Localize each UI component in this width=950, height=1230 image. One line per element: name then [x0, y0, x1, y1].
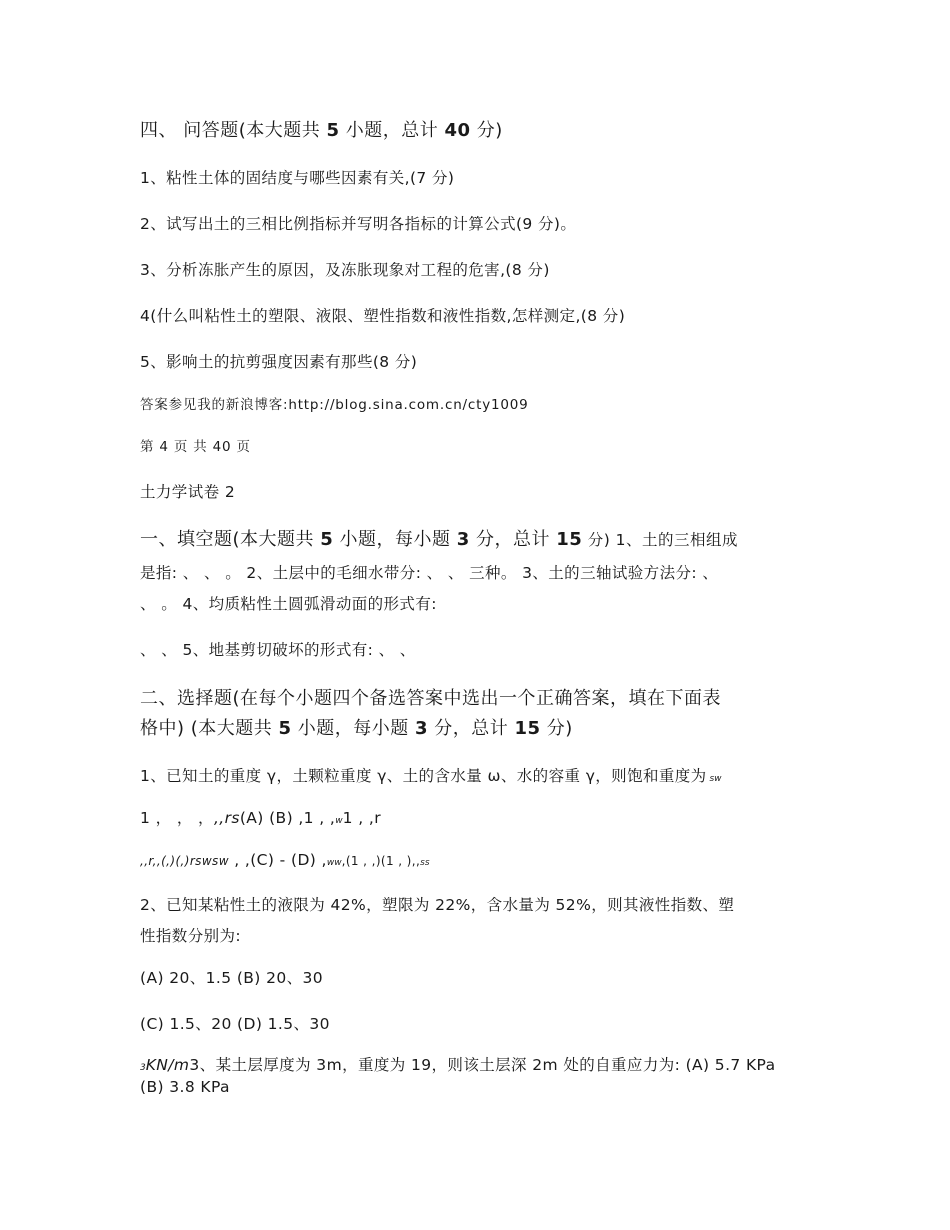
subscript-text: w: [335, 816, 343, 826]
fill-blank-line-4: 、 、 5、地基剪切破坏的形式有: 、 、: [140, 641, 416, 659]
question-text: 1、已知土的重度 γ，土颗粒重度 γ、土的含水量 ω、水的容重 γ，则饱和重度为: [140, 767, 707, 785]
formula-options: (A) (B): [239, 809, 294, 827]
heading-text: 小题，每小题: [333, 529, 457, 550]
subscript-text: sw: [706, 774, 722, 784]
choice-question-1: [140, 765, 830, 790]
question-4-3: 3、分析冻胀产生的原因，及冻胀现象对工程的危害,(8 分): [140, 261, 550, 279]
page-number: 第 4 页 共 40 页: [140, 439, 251, 455]
section-1-heading: [140, 527, 830, 553]
heading-text: 分): [540, 718, 573, 739]
question-4-2: 2、试写出土的三相比例指标并写明各指标的计算公式(9 分)。: [140, 215, 577, 233]
section-2-heading-line-2: [140, 716, 830, 742]
choice-question-2-line-2: 性指数分别为:: [140, 927, 242, 945]
formula-text: ,,r,,(,)(,)rswsw: [140, 854, 229, 868]
fill-blank-line-3: 、 。 4、均质粘性土圆弧滑动面的形式有:: [140, 595, 437, 613]
formula-line-1: [140, 807, 830, 832]
heading-text: 分，总计: [469, 529, 557, 550]
heading-score: 3: [414, 718, 429, 739]
heading-text: 分) 1、土的三相组成: [582, 531, 739, 549]
question-4-4: 4(什么叫粘性土的塑限、液限、塑性指数和液性指数,怎样测定,(8 分): [140, 307, 626, 325]
subscript-text: ss: [420, 858, 430, 868]
heading-text: 分，总计: [428, 718, 515, 739]
formula-text: 1 ， ， ，: [140, 809, 214, 827]
heading-total: 15: [514, 718, 541, 739]
section-2-heading-line-1: 二、选择题(在每个小题四个备选答案中选出一个正确答案，填在下面表: [140, 688, 722, 709]
formula-line-2: [140, 849, 830, 874]
heading-score: 3: [456, 529, 470, 550]
formula-text: 1 , ,r: [342, 809, 381, 827]
heading-text: 小题，总计: [339, 120, 445, 141]
blog-note: 答案参见我的新浪博客:http://blog.sina.com.cn/cty1009: [140, 397, 529, 413]
heading-text: 一、填空题(本大题共: [140, 529, 321, 550]
subscript-text: ww: [326, 858, 342, 868]
section-4-heading: [140, 118, 830, 144]
heading-count: 5: [326, 120, 340, 141]
formula-options: , ,(C) - (D) ,: [228, 851, 327, 869]
choice-question-2-options-ab: (A) 20、1.5 (B) 20、30: [140, 969, 324, 987]
choice-question-3-line-2: (B) 3.8 KPa: [140, 1078, 230, 1096]
fill-blank-line-2: 是指: 、 、 。 2、土层中的毛细水带分: 、 、 三种。 3、土的三轴试验方法分: 、: [140, 564, 719, 582]
choice-question-2-line-1: 2、已知某粘性土的液限为 42%，塑限为 22%，含水量为 52%，则其液性指数、塑: [140, 896, 735, 914]
formula-text: ,(1 , ,)(1 , ),,: [341, 854, 421, 868]
question-4-1: 1、粘性土体的固结度与哪些因素有关,(7 分): [140, 169, 455, 187]
superscript-text: 3: [140, 1063, 146, 1073]
heading-text: 四、 问答题(本大题共: [140, 120, 327, 141]
heading-text: 分): [470, 120, 503, 141]
paper-title: 土力学试卷 2: [140, 483, 236, 501]
formula-text: ,,rs: [213, 809, 240, 827]
heading-count: 5: [278, 718, 292, 739]
choice-question-2-options-cd: (C) 1.5、20 (D) 1.5、30: [140, 1015, 330, 1033]
heading-total: 15: [556, 529, 583, 550]
heading-score: 40: [444, 120, 471, 141]
question-4-5: 5、影响土的抗剪强度因素有那些(8 分): [140, 353, 418, 371]
heading-text: 格中) (本大题共: [140, 718, 279, 739]
heading-text: 小题，每小题: [291, 718, 415, 739]
question-text: 3、某土层厚度为 3m，重度为 19，则该土层深 2m 处的自重应力为: (A) 5.7 KPa: [189, 1056, 776, 1074]
unit-text: KN/m: [145, 1056, 190, 1074]
heading-count: 5: [320, 529, 334, 550]
formula-text: ,1 , ,: [293, 809, 336, 827]
